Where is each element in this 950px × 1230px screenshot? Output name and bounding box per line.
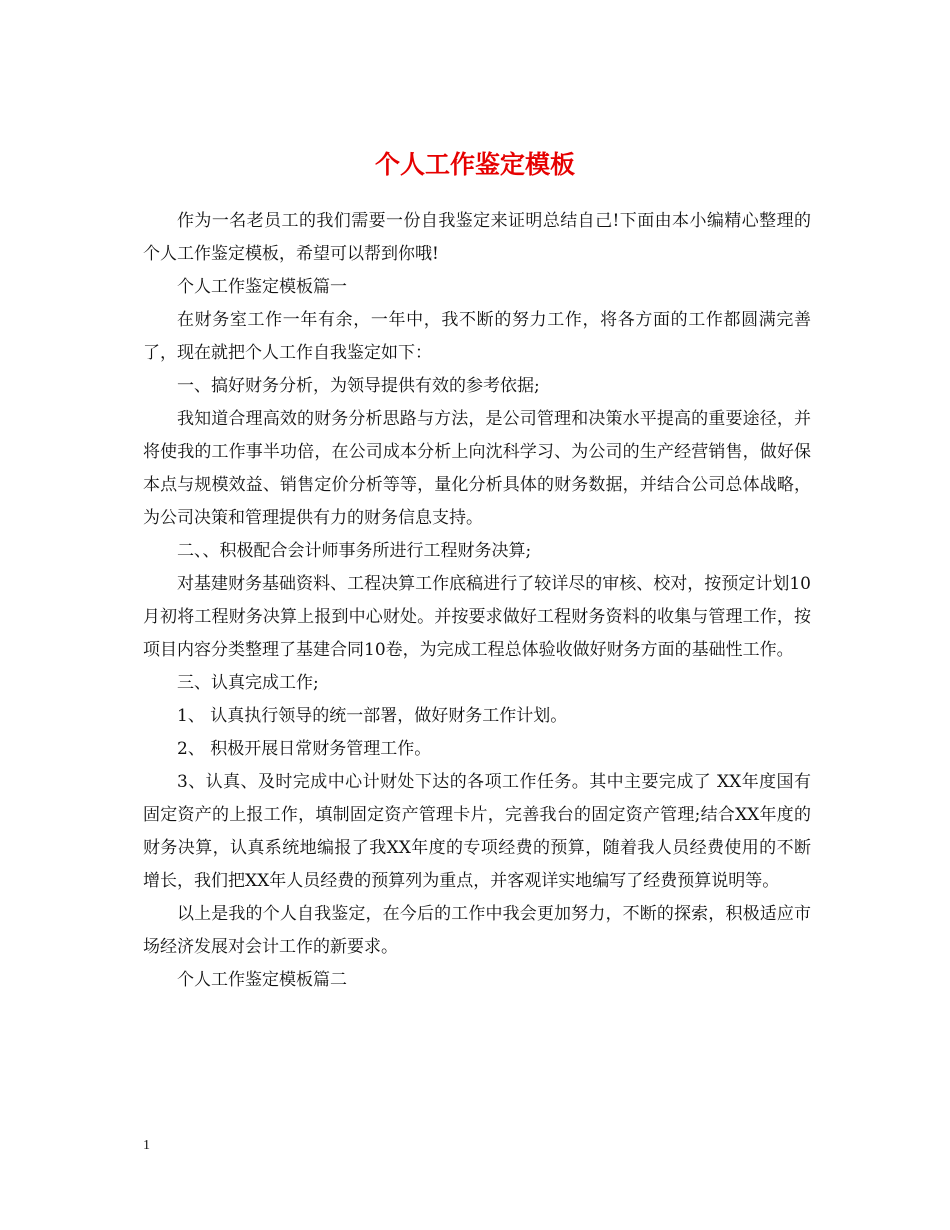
- list-item-daily-management: 2、 积极开展日常财务管理工作。: [177, 739, 432, 759]
- list-item-assigned-tasks: 3、认真、及时完成中心计财处下达的各项工作任务。其中主要完成了 XX年度国有固定资产的上报工作，填制固定资产管理卡片，完善我台的固定资产管理;结合XX年度的财务决算，认真系统地编报了我XX年度的专项经费的预算，随着我人员经费使用的不断增长，我们把XX年人员经费的预算列为重点，并客观详实地编写了经费预算说明等。: [143, 772, 811, 891]
- list-item-work-plan: 1、 认真执行领导的统一部署，做好财务工作计划。: [177, 706, 568, 726]
- paragraph-financial-analysis: 我知道合理高效的财务分析思路与方法，是公司管理和决策水平提高的重要途径，并将使我的工作事半功倍，在公司成本分析上向沈科学习、为公司的生产经营销售，做好保本点与规模效益、销售定价分析等等，量化分析具体的财务数据，并结合公司总体战略，为公司决策和管理提供有力的财务信息支持。: [143, 409, 811, 528]
- document-title: 个人工作鉴定模板: [374, 149, 575, 179]
- item-heading-project-settlement: 二、、积极配合会计师事务所进行工程财务决算;: [177, 541, 532, 561]
- paragraph-overview: 在财务室工作一年有余，一年中，我不断的努力工作，将各方面的工作都圆满完善了，现在就把个人工作自我鉴定如下：: [143, 310, 811, 363]
- page-number: 1: [143, 1138, 150, 1153]
- document-body: [143, 205, 811, 997]
- item-heading-complete-work: 三、认真完成工作;: [177, 673, 319, 693]
- paragraph-project-settlement: 对基建财务基础资料、工程决算工作底稿进行了较详尽的审核、校对，按预定计划10月初将工程财务决算上报到中心财处。并按要求做好工程财务资料的收集与管理工作，按项目内容分类整理了基建合同10卷，为完成工程总体验收做好财务方面的基础性工作。: [143, 574, 811, 660]
- section-heading-part-one: 个人工作鉴定模板篇一: [177, 277, 347, 297]
- section-heading-part-two: 个人工作鉴定模板篇二: [177, 970, 347, 990]
- paragraph-intro: 作为一名老员工的我们需要一份自我鉴定来证明总结自己!下面由本小编精心整理的个人工作鉴定模板，希望可以帮到你哦!: [143, 211, 811, 264]
- paragraph-conclusion: 以上是我的个人自我鉴定，在今后的工作中我会更加努力，不断的探索，积极适应市场经济发展对会计工作的新要求。: [143, 904, 811, 957]
- item-heading-financial-analysis: 一、搞好财务分析，为领导提供有效的参考依据;: [177, 376, 540, 396]
